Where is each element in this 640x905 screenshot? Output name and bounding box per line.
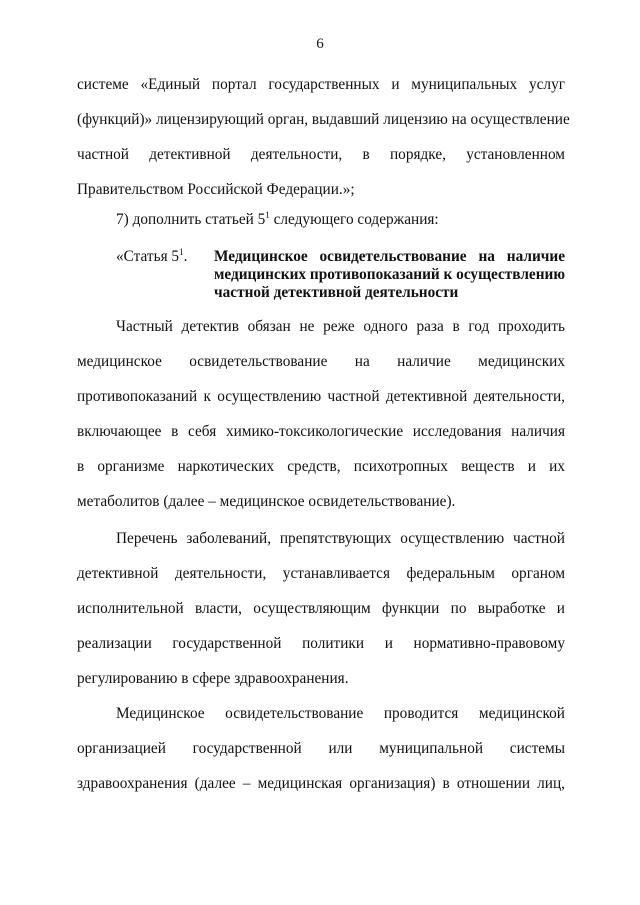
article-title-line: частной детективной деятельности — [214, 284, 459, 301]
text-line: исполнительной власти, осуществляющим функции по выработке и — [77, 600, 565, 617]
text-line: регулированию в сфере здравоохранения. — [77, 670, 349, 687]
text-line: здравоохранения (далее – медицинская организация) в отношении лиц, — [77, 775, 565, 792]
text-span: 7) дополнить статьей 5 — [116, 211, 266, 228]
page-number: 6 — [316, 36, 324, 52]
text-line: в организме наркотических средств, психотропных веществ и их — [77, 458, 565, 475]
article-title-line: Медицинское освидетельствование на наличие — [214, 248, 565, 265]
text-line: противопоказаний к осуществлению частной детективной деятельности, — [77, 388, 565, 405]
text-line: реализации государственной политики и нормативно-правовому — [77, 635, 565, 652]
text-line: метаболитов (далее – медицинское освидетельствование). — [77, 493, 456, 510]
article-title-line: медицинских противопоказаний к осуществлению — [214, 266, 566, 283]
text-line: Правительством Российской Федерации.»; — [77, 181, 355, 198]
text-line: Медицинское освидетельствование проводится медицинской — [116, 705, 565, 722]
text-span: «Статья 5 — [116, 248, 180, 265]
text-line: включающее в себя химико-токсикологические исследования наличия — [77, 423, 565, 440]
text-line: медицинское освидетельствование на наличие медицинских — [77, 353, 565, 370]
text-span: . — [183, 248, 188, 265]
text-line: Перечень заболеваний, препятствующих осуществлению частной — [116, 530, 565, 547]
text-line: детективной деятельности, устанавливается федеральным органом — [77, 565, 565, 582]
superscript: 1 — [179, 247, 184, 257]
amendment-item-7 — [116, 211, 565, 229]
text-line: частной детективной деятельности, в порядке, установленном — [77, 146, 565, 163]
text-span: следующего содержания: — [269, 211, 439, 228]
text-line: (функций)» лицензирующий орган, выдавший лицензию на осуществление — [77, 111, 570, 128]
article-number — [116, 248, 187, 266]
text-line: организацией государственной или муниципальной системы — [77, 740, 565, 757]
superscript: 1 — [265, 210, 270, 220]
text-line: Частный детектив обязан не реже одного раза в год проходить — [116, 318, 565, 335]
text-line: системе «Единый портал государственных и муниципальных услуг — [77, 76, 565, 93]
